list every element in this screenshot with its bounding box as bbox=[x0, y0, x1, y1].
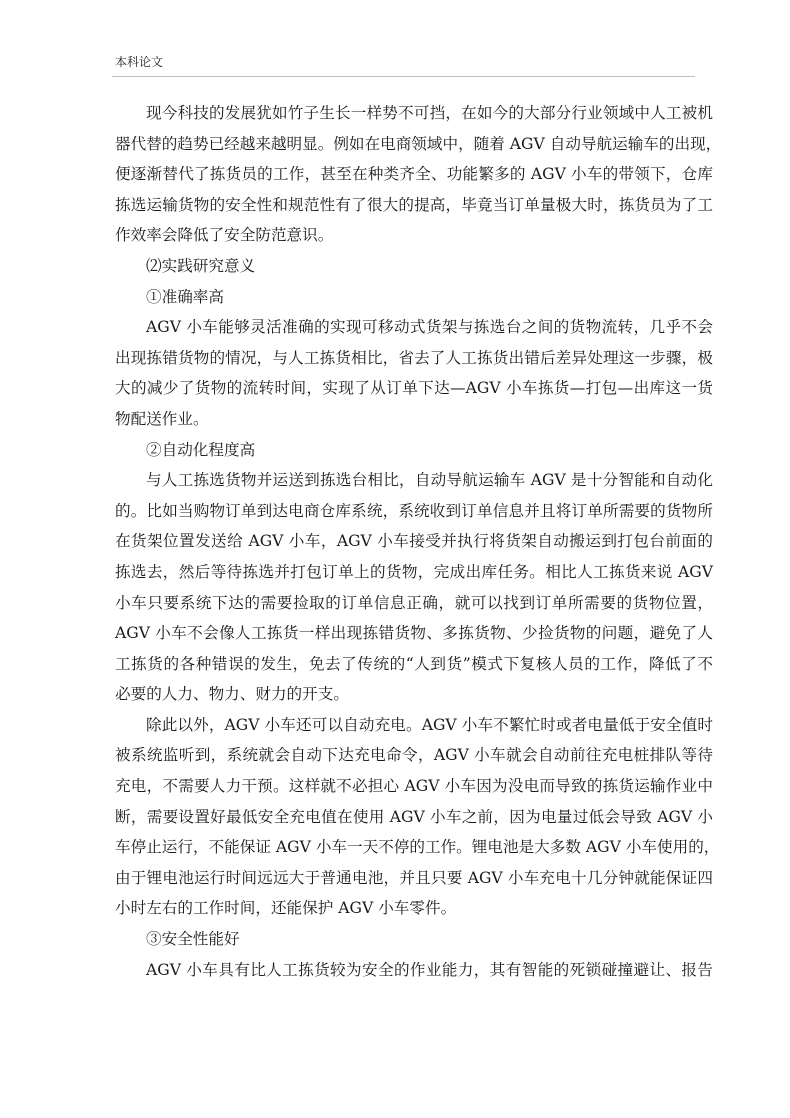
header-divider bbox=[112, 76, 695, 77]
text-line: 器代替的趋势已经越来越明显。例如在电商领域中，随着 AGV 自动导航运输车的出现， bbox=[115, 134, 722, 153]
text-line: AGV 小车能够灵活准确的实现可移动式货架与拣选台之间的货物流转，几乎不会 bbox=[146, 318, 713, 337]
text-line: ②自动化程度高 bbox=[146, 440, 256, 459]
text-line: AGV 小车具有比人工拣货较为安全的作业能力，其有智能的死锁碰撞避让、报告 bbox=[146, 960, 713, 979]
text-line: 在货架位置发送给 AGV 小车，AGV 小车接受并执行将货架自动搬运到打包台前面的 bbox=[115, 532, 713, 551]
text-line: 的。比如当购物订单到达电商仓库系统，系统收到订单信息并且将订单所需要的货物所 bbox=[115, 501, 713, 520]
text-line: 车停止运行，不能保证 AGV 小车一天不停的工作。锂电池是大多数 AGV 小车使用的， bbox=[115, 838, 720, 857]
text-line: ⑵实践研究意义 bbox=[146, 256, 256, 275]
text-line: 现今科技的发展犹如竹子生长一样势不可挡，在如今的大部分行业领域中人工被机 bbox=[146, 104, 713, 122]
text-line: 工拣货的各种错误的发生，免去了传统的“人到货”模式下复核人员的工作，降低了不 bbox=[115, 654, 713, 673]
text-line: 必要的人力、物力、财力的开支。 bbox=[115, 685, 349, 704]
text-line: 由于锂电池运行时间远远大于普通电池，并且只要 AGV 小车充电十几分钟就能保证四 bbox=[115, 868, 713, 887]
text-line: 拣选运输货物的安全性和规范性有了很大的提高，毕竟当订单量极大时，拣货员为了工 bbox=[115, 195, 713, 214]
text-line: 小车只要系统下达的需要捡取的订单信息正确，就可以找到订单所需要的货物位置， bbox=[115, 593, 713, 612]
text-line: ①准确率高 bbox=[146, 287, 224, 306]
document-body bbox=[115, 98, 722, 985]
text-line: 除此以外，AGV 小车还可以自动充电。AGV 小车不繁忙时或者电量低于安全值时 bbox=[146, 715, 713, 734]
text-line: 拣选去，然后等待拣选并打包订单上的货物，完成出库任务。相比人工拣货来说 AGV bbox=[115, 562, 713, 581]
text-line: ③安全性能好 bbox=[146, 930, 240, 949]
text-line: 物配送作业。 bbox=[115, 409, 209, 428]
text-line: AGV 小车不会像人工拣货一样出现拣错货物、多拣货物、少捡货物的问题，避免了人 bbox=[115, 624, 713, 643]
page-header: 本科论文 bbox=[115, 55, 164, 69]
text-line: 被系统监听到，系统就会自动下达充电命令，AGV 小车就会自动前往充电桩排队等待 bbox=[115, 746, 713, 765]
text-line: 小时左右的工作时间，还能保护 AGV 小车零件。 bbox=[115, 899, 457, 918]
text-line: 断，需要设置好最低安全充电值在使用 AGV 小车之前，因为电量过低会导致 AGV 小 bbox=[115, 807, 713, 826]
text-line: 与人工拣选货物并运送到拣选台相比，自动导航运输车 AGV 是十分智能和自动化 bbox=[146, 471, 713, 490]
text-line: 便逐渐替代了拣货员的工作，甚至在种类齐全、功能繁多的 AGV 小车的带领下，仓库 bbox=[115, 165, 713, 184]
text-line: 作效率会降低了安全防范意识。 bbox=[115, 226, 334, 245]
text-line: 出现拣错货物的情况，与人工拣货相比，省去了人工拣货出错后差异处理这一步骤，极 bbox=[115, 348, 713, 367]
text-line: 充电，不需要人力干预。这样就不必担心 AGV 小车因为没电而导致的拣货运输作业中 bbox=[115, 777, 713, 796]
text-line: 大的减少了货物的流转时间，实现了从订单下达—AGV 小车拣货—打包—出库这一货 bbox=[115, 379, 713, 398]
